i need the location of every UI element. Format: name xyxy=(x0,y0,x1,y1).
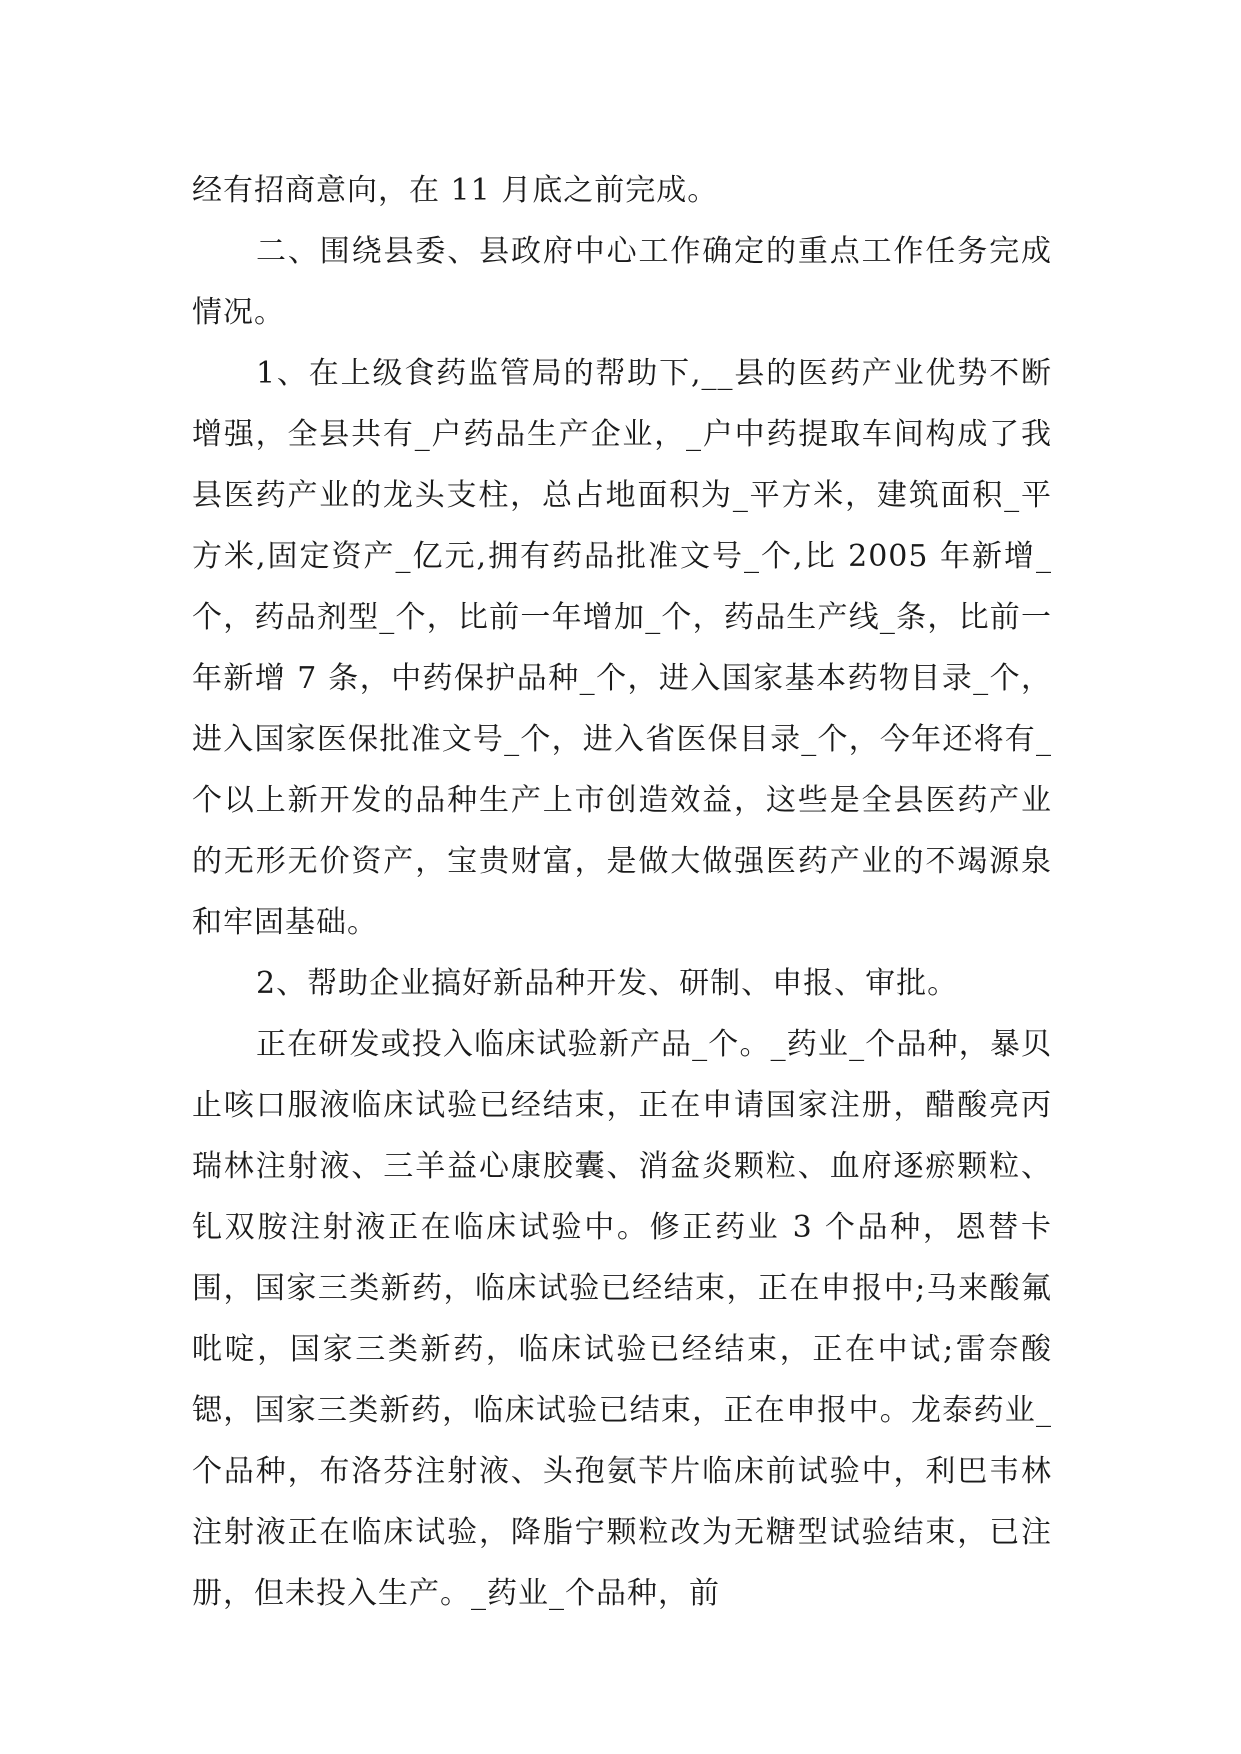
paragraph-item-2: 2、帮助企业搞好新品种开发、研制、申报、审批。 xyxy=(256,966,959,1001)
paragraph-new-products: 正在研发或投入临床试验新产品_个。_药业_个品种，暴贝止咳口服液临床试验已经结束，正在申请国家注册，醋酸亮丙瑞林注射液、三羊益心康胶囊、消盆炎颗粒、血府逐瘀颗粒、钆双胺注射液正在临床试验中。修正药业 3 个品种，恩替卡围，国家三类新药，临床试验已经结束，正在申报中;马来酸氟吡啶，国家三类新药，临床试验已经结束，正在中试;雷奈酸锶，国家三类新药，临床试验已结束，正在申报中。龙泰药业_个品种，布洛芬注射液、头孢氨苄片临床前试验中，利巴韦林注射液正在临床试验，降脂宁颗粒改为无糖型试验结束，已注册，但未投入生产。_药业_个品种，前 xyxy=(192,1027,1052,1611)
section-heading-two: 二、围绕县委、县政府中心工作确定的重点工作任务完成情况。 xyxy=(192,234,1052,330)
paragraph-item-1: 1、在上级食药监管局的帮助下,__县的医药产业优势不断增强，全县共有_户药品生产企业，_户中药提取车间构成了我县医药产业的龙头支柱，总占地面积为_平方米，建筑面积_平方米,固定资产_亿元,拥有药品批准文号_个,比 2005 年新增_个，药品剂型_个，比前一年增加_个，药品生产线_条，比前一年新增 7 条，中药保护品种_个，进入国家基本药物目录_个，进入国家医保批准文号_个，进入省医保目录_个，今年还将有_个以上新开发的品种生产上市创造效益，这些是全县医药产业的无形无价资产，宝贵财富，是做大做强医药产业的不竭源泉和牢固基础。 xyxy=(192,356,1052,940)
document-body xyxy=(192,160,1052,1624)
paragraph-continuation: 经有招商意向，在 11 月底之前完成。 xyxy=(192,173,719,208)
